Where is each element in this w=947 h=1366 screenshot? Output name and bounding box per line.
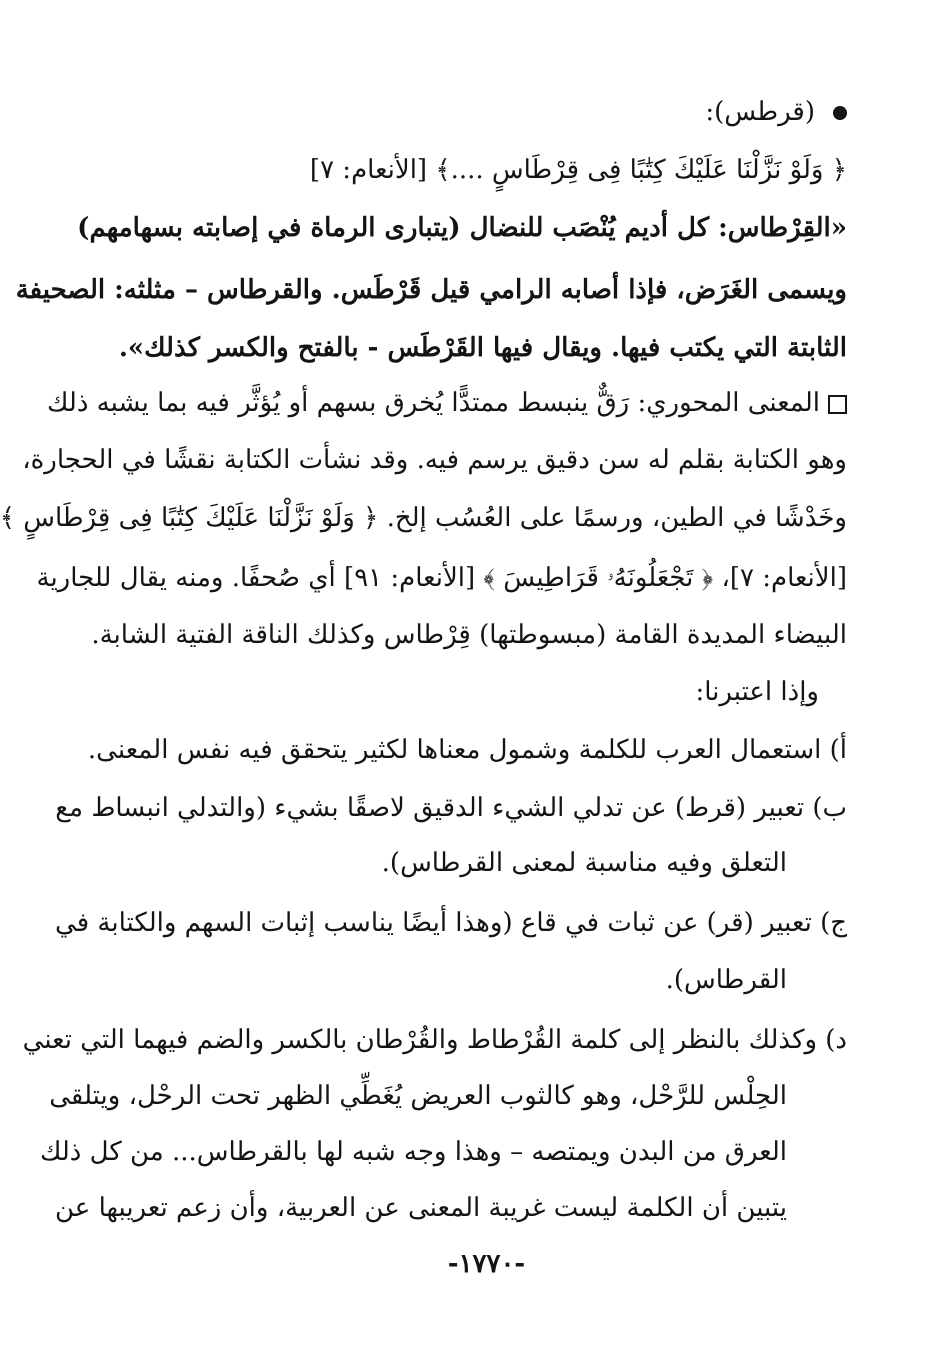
definition-line: ويسمى الغَرَض، فإذا أصابه الرامي قيل قَرْطَس. والقرطاس – مثلثه: الصحيفة [15,275,847,305]
point-d-continuation: العرق من البدن ويمتصه – وهذا وجه شبه لها بالقرطاس... من كل ذلك [39,1137,787,1167]
point-c: ج) تعبير (قر) عن ثبات في قاع (وهذا أيضًا يناسب إثبات السهم والكتابة في [55,908,847,938]
point-d-continuation: يتبين أن الكلمة ليست غريبة المعنى عن العربية، وأن زعم تعريبها عن [55,1193,787,1223]
point-b-continuation: التعلق وفيه مناسبة لمعنى القرطاس). [381,848,787,878]
bullet-icon [833,106,847,120]
point-b: ب) تعبير (قرط) عن تدلي الشيء الدقيق لاصقًا بشيء (والتدلي انبساط مع [55,793,847,823]
intro-line: وإذا اعتبرنا: [695,677,819,707]
point-d: د) وكذلك بالنظر إلى كلمة القُرْطاط والقُرْطان بالكسر والضم فيهما التي تعني [22,1025,847,1055]
definition-line: «القِرْطاس: كل أديم يُنْصَب للنضال (يتبارى الرماة في إصابته بسهامهم) [77,213,847,243]
core-meaning-text: رَقٌّ ينبسط ممتدًّا يُخرق بسهم أو يُؤثَّر فيه بما يشبه ذلك [47,388,630,418]
core-meaning-label: المعنى المحوري: [637,388,820,418]
square-icon [828,395,847,414]
quran-verse: ﴿ وَلَوْ نَزَّلْنَا عَلَيْكَ كِتَٰبًا فِى قِرْطَاسٍ ....﴾ [الأنعام: ٧] [309,155,847,185]
point-d-continuation: الحِلْس للرَّحْل، وهو كالثوب العريض يُغَطِّي الظهر تحت الرحْل، ويتلقى [49,1081,787,1111]
page-number: -١٧٧٠- [447,1249,526,1279]
point-c-continuation: القرطاس). [665,965,787,995]
core-meaning-line: [الأنعام: ٧]، ﴿ تَجْعَلُونَهُۥ قَرَاطِيسَ ﴾ [الأنعام: ٩١] أي صُحفًا. ومنه يقال للجارية [36,563,847,593]
entry-heading: (قرطس): [705,97,815,127]
point-a: أ) استعمال العرب للكلمة وشمول معناها لكثير يتحقق فيه نفس المعنى. [87,735,847,765]
core-meaning-line: وخَدْشًا في الطين، ورسمًا على العُسُب إلخ. ﴿ وَلَوْ نَزَّلْنَا عَلَيْكَ كِتَٰبًا فِى قِرْطَاسٍ ﴾ [0,503,847,533]
core-meaning-line: وهو الكتابة بقلم له سن دقيق يرسم فيه. وقد نشأت الكتابة نقشًا في الحجارة، [22,445,847,475]
entry-heading-line [126,84,847,140]
core-meaning-line: البيضاء المديدة القامة (مبسوطتها) قِرْطاس وكذلك الناقة الفتية الشابة. [91,620,847,650]
definition-line: الثابتة التي يكتب فيها. ويقال فيها القَرْطَس - بالفتح والكسر كذلك». [118,333,847,363]
core-meaning-line [47,375,847,431]
